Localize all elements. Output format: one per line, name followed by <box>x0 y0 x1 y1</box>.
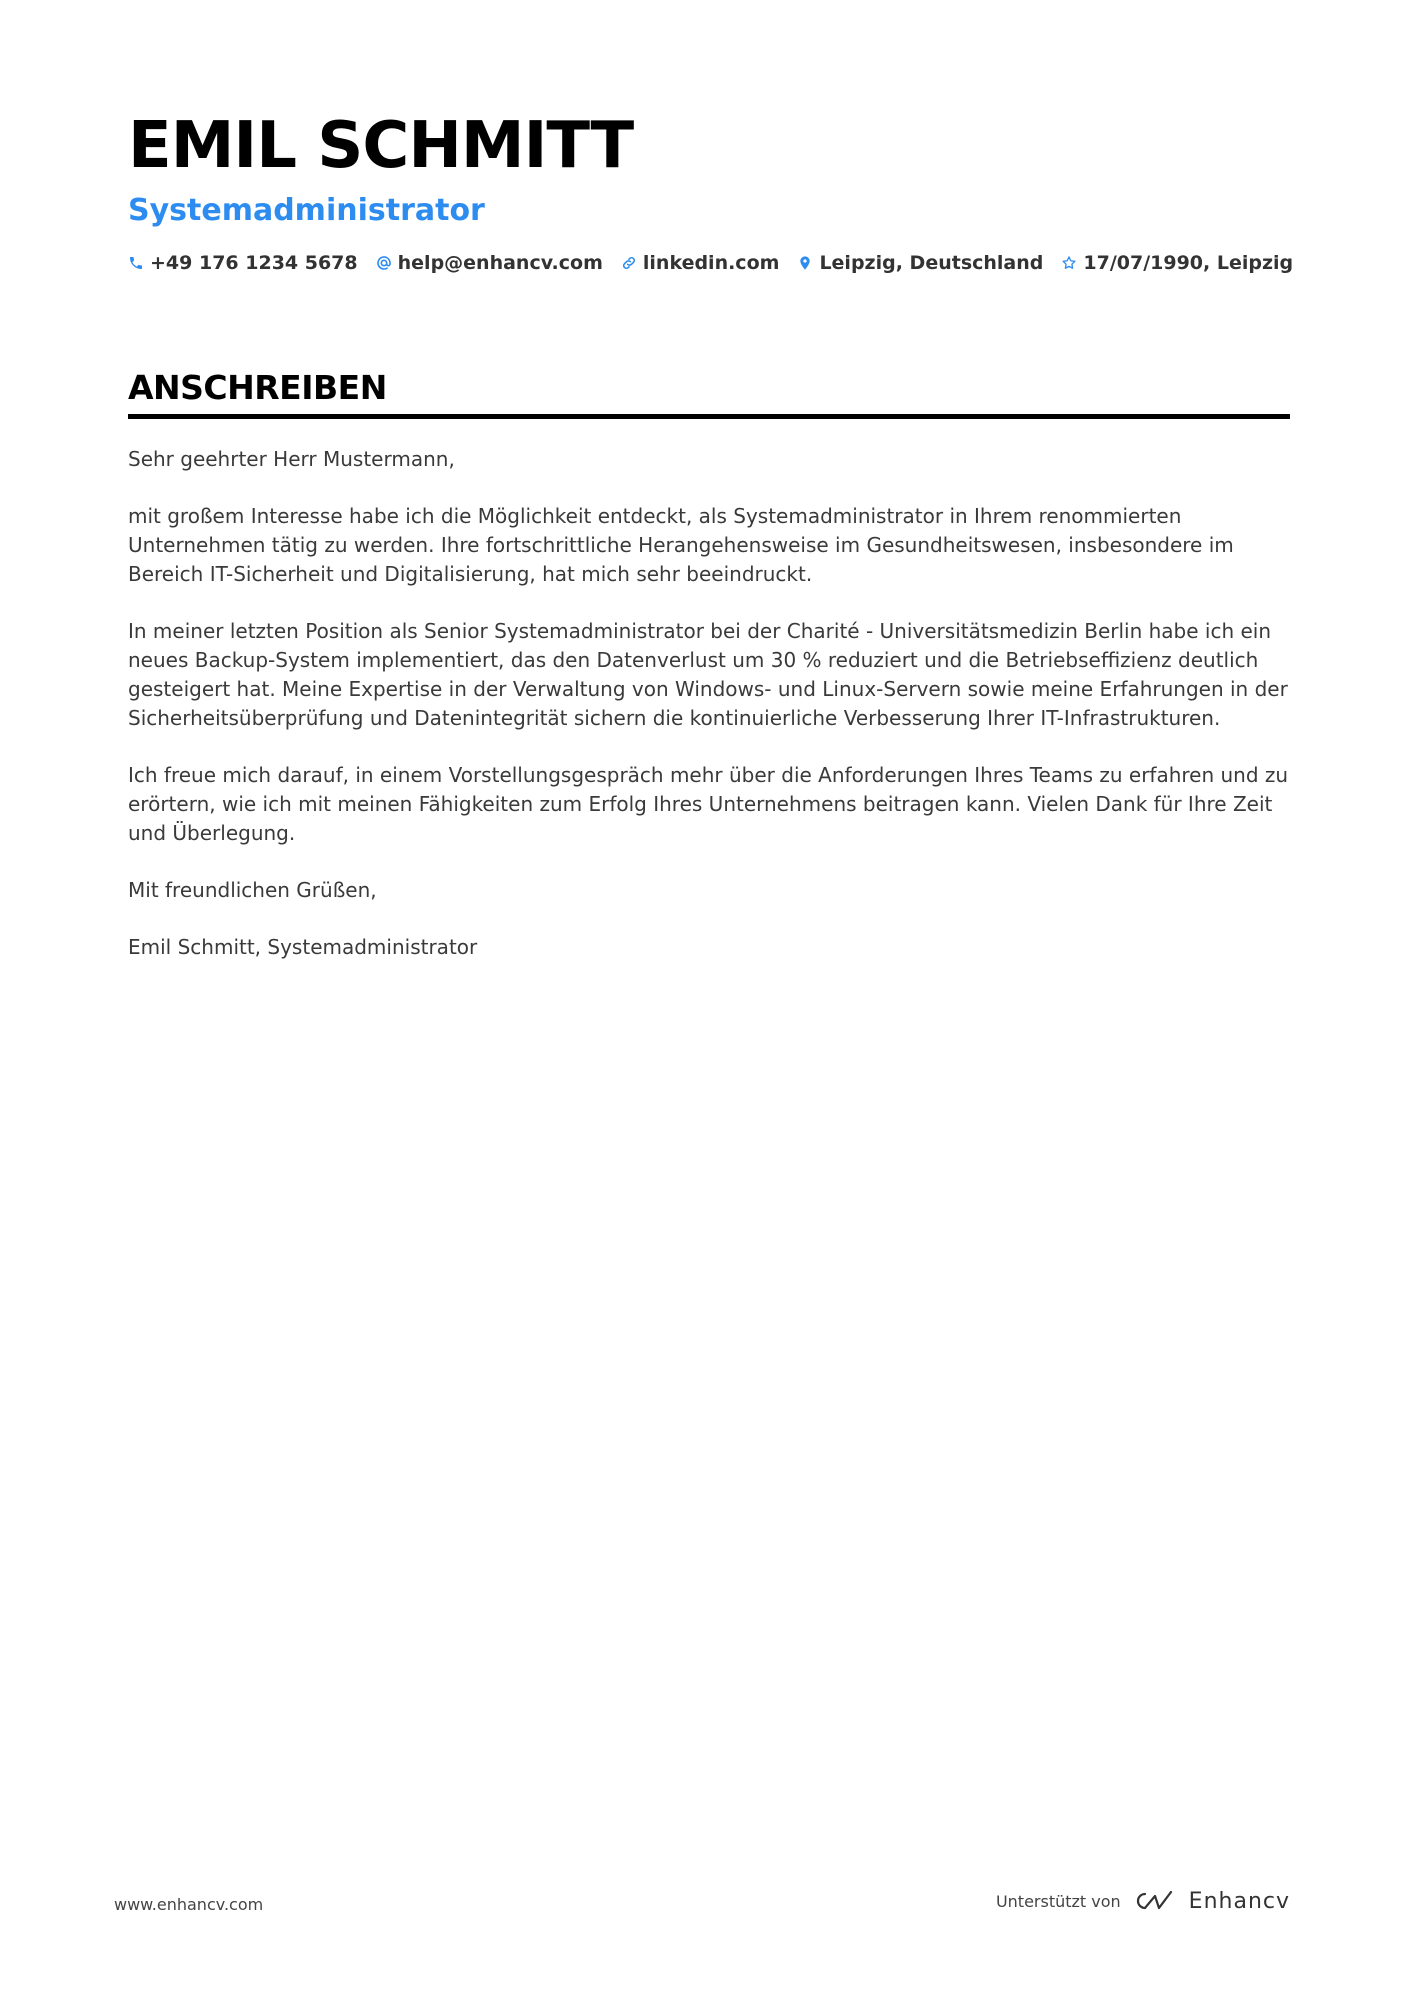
contact-birth-text: 17/07/1990, Leipzig <box>1083 252 1294 274</box>
letter-signature: Emil Schmitt, Systemadministrator <box>128 935 478 959</box>
at-icon <box>376 255 392 271</box>
letter-body <box>128 445 1290 962</box>
contact-birth <box>1061 252 1293 274</box>
contact-phone <box>128 252 358 274</box>
header <box>128 108 1294 274</box>
contact-email-text: help@enhancv.com <box>397 252 603 274</box>
contact-website[interactable] <box>621 252 780 274</box>
section-divider <box>128 414 1290 419</box>
star-icon <box>1061 255 1077 271</box>
letter-paragraph-1: mit großem Interesse habe ich die Möglichkeit entdeckt, als Systemadministrator in Ihrem renommierten Unternehmen tätig zu werden. Ihre fortschrittliche Herangehensweise im Gesundheitswesen, insbesondere im Bereich IT-Sicherheit und Digitalisierung, hat mich sehr beeindruckt. <box>128 504 1234 586</box>
letter-salutation: Sehr geehrter Herr Mustermann, <box>128 447 455 471</box>
location-pin-icon <box>797 255 813 271</box>
contact-location-text: Leipzig, Deutschland <box>819 252 1044 274</box>
enhancv-logo-icon <box>1133 1888 1177 1914</box>
link-icon <box>621 255 637 271</box>
section-title: ANSCHREIBEN <box>128 368 387 407</box>
job-title: Systemadministrator <box>128 193 485 228</box>
cover-letter-section <box>128 366 1290 990</box>
phone-icon <box>128 255 144 271</box>
candidate-name: EMIL SCHMITT <box>128 109 634 183</box>
footer-website[interactable]: www.enhancv.com <box>114 1895 264 1914</box>
contact-bar <box>128 252 1294 274</box>
footer-branding <box>996 1888 1290 1914</box>
contact-phone-text: +49 176 1234 5678 <box>150 252 358 274</box>
letter-closing: Mit freundlichen Grüßen, <box>128 878 377 902</box>
contact-website-text: linkedin.com <box>642 252 780 274</box>
letter-paragraph-2: In meiner letzten Position als Senior Systemadministrator bei der Charité - Universitätsmedizin Berlin habe ich ein neues Backup-System implementiert, das den Datenverlust um 30 % reduziert und die Betriebseffizienz deutlich gesteigert hat. Meine Expertise in der Verwaltung von Windows- und Linux-Servern sowie meine Erfahrungen in der Sicherheitsüberprüfung und Datenintegrität sichern die kontinuierliche Verbesserung Ihrer IT-Infrastrukturen. <box>128 619 1288 730</box>
contact-location <box>797 252 1043 274</box>
brand-name: Enhancv <box>1188 1888 1290 1914</box>
letter-paragraph-3: Ich freue mich darauf, in einem Vorstellungsgespräch mehr über die Anforderungen Ihres Teams zu erfahren und zu erörtern, wie ich mit meinen Fähigkeiten zum Erfolg Ihres Unternehmens beitragen kann. Vielen Dank für Ihre Zeit und Überlegung. <box>128 763 1289 845</box>
powered-by-text: Unterstützt von <box>995 1891 1121 1911</box>
contact-email[interactable] <box>376 252 603 274</box>
